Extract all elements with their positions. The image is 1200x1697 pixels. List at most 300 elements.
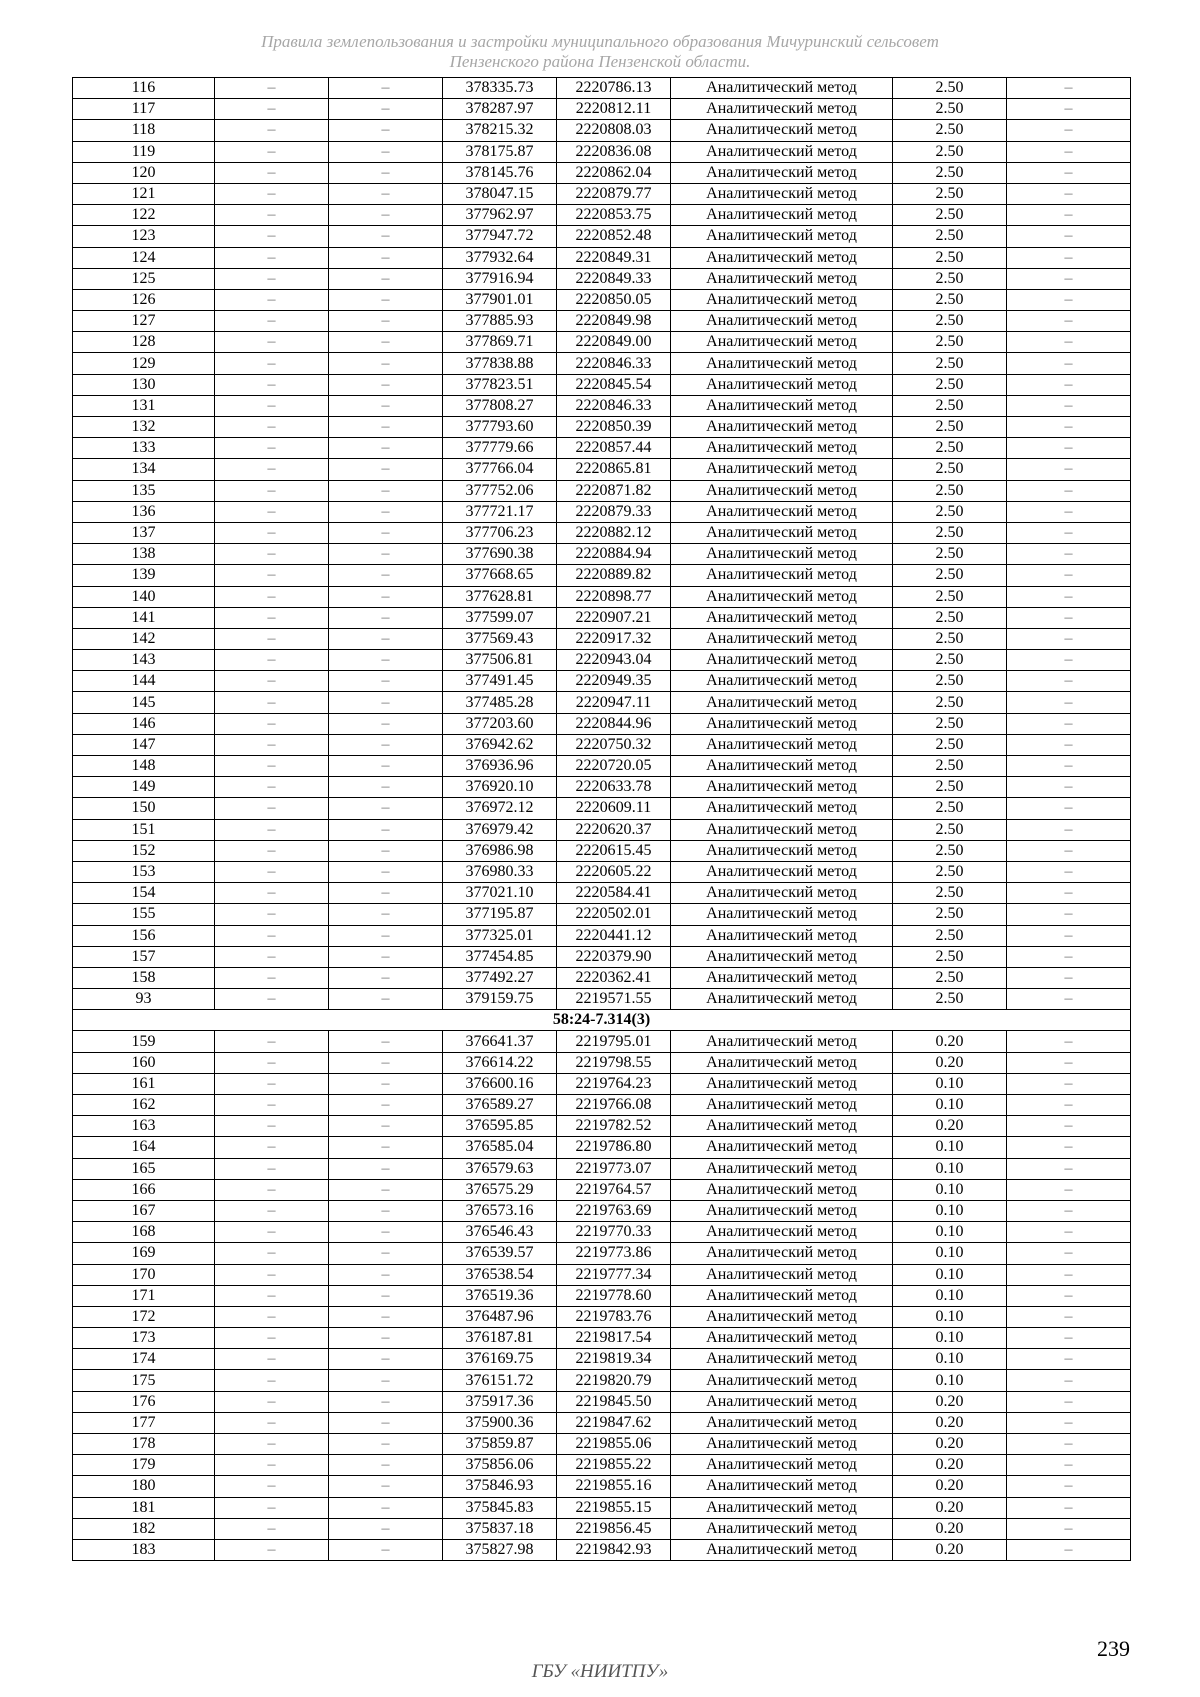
- table-row: [73, 734, 1131, 755]
- dash-cell: –: [1007, 1116, 1131, 1137]
- dash-cell: –: [329, 756, 443, 777]
- point-number-cell: 174: [73, 1349, 215, 1370]
- table-row: [73, 1031, 1131, 1052]
- accuracy-cell: 2.50: [893, 840, 1007, 861]
- point-number-cell: 130: [73, 374, 215, 395]
- dash-cell: –: [329, 120, 443, 141]
- dash-cell: –: [1007, 162, 1131, 183]
- table-row: [73, 586, 1131, 607]
- method-cell: Аналитический метод: [671, 205, 893, 226]
- accuracy-cell: 2.50: [893, 565, 1007, 586]
- accuracy-cell: 2.50: [893, 861, 1007, 882]
- coordinates-table-body: [73, 78, 1131, 1561]
- table-row: [73, 840, 1131, 861]
- point-number-cell: 180: [73, 1476, 215, 1497]
- coord-x-cell: 375900.36: [443, 1412, 557, 1433]
- coord-x-cell: 377569.43: [443, 628, 557, 649]
- coord-x-cell: 377823.51: [443, 374, 557, 395]
- method-cell: Аналитический метод: [671, 607, 893, 628]
- point-number-cell: 179: [73, 1455, 215, 1476]
- accuracy-cell: 2.50: [893, 99, 1007, 120]
- point-number-cell: 163: [73, 1116, 215, 1137]
- dash-cell: –: [215, 1052, 329, 1073]
- dash-cell: –: [215, 565, 329, 586]
- table-row: [73, 544, 1131, 565]
- dash-cell: –: [215, 883, 329, 904]
- coord-x-cell: 377325.01: [443, 925, 557, 946]
- point-number-cell: 173: [73, 1328, 215, 1349]
- coord-y-cell: 2220502.01: [557, 904, 671, 925]
- method-cell: Аналитический метод: [671, 120, 893, 141]
- method-cell: Аналитический метод: [671, 946, 893, 967]
- point-number-cell: 153: [73, 861, 215, 882]
- dash-cell: –: [1007, 1158, 1131, 1179]
- method-cell: Аналитический метод: [671, 395, 893, 416]
- coord-x-cell: 377808.27: [443, 395, 557, 416]
- method-cell: Аналитический метод: [671, 1349, 893, 1370]
- coord-x-cell: 376641.37: [443, 1031, 557, 1052]
- accuracy-cell: 2.50: [893, 904, 1007, 925]
- dash-cell: –: [215, 840, 329, 861]
- coord-y-cell: 2220907.21: [557, 607, 671, 628]
- table-row: [73, 819, 1131, 840]
- coord-y-cell: 2219778.60: [557, 1285, 671, 1306]
- coord-y-cell: 2220849.98: [557, 311, 671, 332]
- method-cell: Аналитический метод: [671, 1222, 893, 1243]
- point-number-cell: 129: [73, 353, 215, 374]
- dash-cell: –: [329, 565, 443, 586]
- dash-cell: –: [1007, 1073, 1131, 1094]
- coord-y-cell: 2220844.96: [557, 713, 671, 734]
- coord-y-cell: 2219817.54: [557, 1328, 671, 1349]
- dash-cell: –: [1007, 183, 1131, 204]
- coord-x-cell: 377721.17: [443, 501, 557, 522]
- coord-y-cell: 2220879.33: [557, 501, 671, 522]
- method-cell: Аналитический метод: [671, 374, 893, 395]
- dash-cell: –: [329, 1243, 443, 1264]
- dash-cell: –: [329, 501, 443, 522]
- accuracy-cell: 2.50: [893, 967, 1007, 988]
- coord-x-cell: 377838.88: [443, 353, 557, 374]
- accuracy-cell: 2.50: [893, 226, 1007, 247]
- table-row: [73, 311, 1131, 332]
- coord-x-cell: 376538.54: [443, 1264, 557, 1285]
- accuracy-cell: 2.50: [893, 183, 1007, 204]
- dash-cell: –: [215, 1285, 329, 1306]
- coord-y-cell: 2219763.69: [557, 1200, 671, 1221]
- dash-cell: –: [215, 1073, 329, 1094]
- table-row: [73, 692, 1131, 713]
- dash-cell: –: [1007, 586, 1131, 607]
- accuracy-cell: 2.50: [893, 798, 1007, 819]
- dash-cell: –: [215, 1264, 329, 1285]
- dash-cell: –: [329, 1052, 443, 1073]
- dash-cell: –: [215, 501, 329, 522]
- accuracy-cell: 0.10: [893, 1095, 1007, 1116]
- method-cell: Аналитический метод: [671, 819, 893, 840]
- dash-cell: –: [329, 628, 443, 649]
- method-cell: Аналитический метод: [671, 162, 893, 183]
- coord-x-cell: 376589.27: [443, 1095, 557, 1116]
- coord-x-cell: 376573.16: [443, 1200, 557, 1221]
- dash-cell: –: [329, 1031, 443, 1052]
- table-row: [73, 374, 1131, 395]
- dash-cell: –: [215, 798, 329, 819]
- dash-cell: –: [215, 268, 329, 289]
- dash-cell: –: [1007, 1391, 1131, 1412]
- accuracy-cell: 2.50: [893, 480, 1007, 501]
- accuracy-cell: 2.50: [893, 544, 1007, 565]
- method-cell: Аналитический метод: [671, 99, 893, 120]
- coord-x-cell: 378145.76: [443, 162, 557, 183]
- coord-x-cell: 376575.29: [443, 1179, 557, 1200]
- point-number-cell: 149: [73, 777, 215, 798]
- dash-cell: –: [1007, 417, 1131, 438]
- dash-cell: –: [215, 1518, 329, 1539]
- method-cell: Аналитический метод: [671, 1328, 893, 1349]
- dash-cell: –: [1007, 268, 1131, 289]
- dash-cell: –: [329, 586, 443, 607]
- accuracy-cell: 0.10: [893, 1158, 1007, 1179]
- coord-y-cell: 2220633.78: [557, 777, 671, 798]
- accuracy-cell: 2.50: [893, 353, 1007, 374]
- accuracy-cell: 2.50: [893, 332, 1007, 353]
- coord-y-cell: 2220850.05: [557, 289, 671, 310]
- table-row: [73, 883, 1131, 904]
- accuracy-cell: 0.10: [893, 1264, 1007, 1285]
- coord-y-cell: 2220865.81: [557, 459, 671, 480]
- coord-x-cell: 378215.32: [443, 120, 557, 141]
- coord-y-cell: 2219847.62: [557, 1412, 671, 1433]
- dash-cell: –: [1007, 1476, 1131, 1497]
- dash-cell: –: [215, 1412, 329, 1433]
- dash-cell: –: [1007, 1264, 1131, 1285]
- table-row: [73, 226, 1131, 247]
- method-cell: Аналитический метод: [671, 650, 893, 671]
- table-row: [73, 1476, 1131, 1497]
- accuracy-cell: 2.50: [893, 374, 1007, 395]
- table-row: [73, 1137, 1131, 1158]
- accuracy-cell: 2.50: [893, 268, 1007, 289]
- dash-cell: –: [329, 904, 443, 925]
- method-cell: Аналитический метод: [671, 1179, 893, 1200]
- method-cell: Аналитический метод: [671, 1391, 893, 1412]
- table-row: [73, 1116, 1131, 1137]
- table-row: [73, 1200, 1131, 1221]
- coord-y-cell: 2220849.33: [557, 268, 671, 289]
- dash-cell: –: [1007, 989, 1131, 1010]
- point-number-cell: 162: [73, 1095, 215, 1116]
- point-number-cell: 141: [73, 607, 215, 628]
- method-cell: Аналитический метод: [671, 247, 893, 268]
- dash-cell: –: [329, 650, 443, 671]
- coord-x-cell: 377668.65: [443, 565, 557, 586]
- coord-y-cell: 2219764.57: [557, 1179, 671, 1200]
- coord-x-cell: 377195.87: [443, 904, 557, 925]
- dash-cell: –: [1007, 311, 1131, 332]
- dash-cell: –: [215, 756, 329, 777]
- accuracy-cell: 2.50: [893, 628, 1007, 649]
- dash-cell: –: [329, 417, 443, 438]
- footer-organization: ГБУ «НИИТПУ»: [531, 1661, 669, 1682]
- dash-cell: –: [215, 692, 329, 713]
- dash-cell: –: [329, 78, 443, 99]
- method-cell: Аналитический метод: [671, 1052, 893, 1073]
- dash-cell: –: [329, 967, 443, 988]
- coord-x-cell: 376979.42: [443, 819, 557, 840]
- point-number-cell: 145: [73, 692, 215, 713]
- dash-cell: –: [1007, 205, 1131, 226]
- dash-cell: –: [329, 883, 443, 904]
- dash-cell: –: [329, 353, 443, 374]
- dash-cell: –: [329, 183, 443, 204]
- coord-x-cell: 375859.87: [443, 1434, 557, 1455]
- point-number-cell: 155: [73, 904, 215, 925]
- dash-cell: –: [1007, 226, 1131, 247]
- dash-cell: –: [329, 713, 443, 734]
- method-cell: Аналитический метод: [671, 1476, 893, 1497]
- coord-x-cell: 376187.81: [443, 1328, 557, 1349]
- method-cell: Аналитический метод: [671, 671, 893, 692]
- dash-cell: –: [1007, 565, 1131, 586]
- accuracy-cell: 0.10: [893, 1285, 1007, 1306]
- method-cell: Аналитический метод: [671, 1264, 893, 1285]
- dash-cell: –: [329, 544, 443, 565]
- dash-cell: –: [329, 840, 443, 861]
- coord-x-cell: 376519.36: [443, 1285, 557, 1306]
- dash-cell: –: [215, 1031, 329, 1052]
- dash-cell: –: [329, 1222, 443, 1243]
- accuracy-cell: 2.50: [893, 522, 1007, 543]
- coord-x-cell: 378287.97: [443, 99, 557, 120]
- dash-cell: –: [215, 183, 329, 204]
- accuracy-cell: 0.20: [893, 1539, 1007, 1560]
- coord-y-cell: 2219777.34: [557, 1264, 671, 1285]
- table-row: [73, 756, 1131, 777]
- accuracy-cell: 2.50: [893, 120, 1007, 141]
- dash-cell: –: [329, 268, 443, 289]
- point-number-cell: 148: [73, 756, 215, 777]
- dash-cell: –: [215, 1200, 329, 1221]
- coord-x-cell: 376539.57: [443, 1243, 557, 1264]
- dash-cell: –: [215, 226, 329, 247]
- method-cell: Аналитический метод: [671, 501, 893, 522]
- method-cell: Аналитический метод: [671, 183, 893, 204]
- point-number-cell: 121: [73, 183, 215, 204]
- point-number-cell: 118: [73, 120, 215, 141]
- table-row: [73, 183, 1131, 204]
- coord-y-cell: 2220850.39: [557, 417, 671, 438]
- method-cell: Аналитический метод: [671, 1073, 893, 1094]
- accuracy-cell: 0.10: [893, 1179, 1007, 1200]
- coord-y-cell: 2220849.31: [557, 247, 671, 268]
- dash-cell: –: [215, 1222, 329, 1243]
- section-title-cell: 58:24-7.314(3): [73, 1010, 1131, 1031]
- point-number-cell: 138: [73, 544, 215, 565]
- section-row: [73, 1010, 1131, 1031]
- point-number-cell: 135: [73, 480, 215, 501]
- coord-y-cell: 2220947.11: [557, 692, 671, 713]
- table-row: [73, 565, 1131, 586]
- dash-cell: –: [329, 1073, 443, 1094]
- table-row: [73, 967, 1131, 988]
- table-row: [73, 1328, 1131, 1349]
- dash-cell: –: [215, 1497, 329, 1518]
- coord-y-cell: 2220879.77: [557, 183, 671, 204]
- dash-cell: –: [215, 1391, 329, 1412]
- accuracy-cell: 2.50: [893, 311, 1007, 332]
- accuracy-cell: 2.50: [893, 141, 1007, 162]
- method-cell: Аналитический метод: [671, 861, 893, 882]
- coord-y-cell: 2220786.13: [557, 78, 671, 99]
- dash-cell: –: [329, 1476, 443, 1497]
- dash-cell: –: [329, 1412, 443, 1433]
- dash-cell: –: [329, 1497, 443, 1518]
- table-row: [73, 1179, 1131, 1200]
- accuracy-cell: 2.50: [893, 946, 1007, 967]
- point-number-cell: 126: [73, 289, 215, 310]
- accuracy-cell: 0.20: [893, 1031, 1007, 1052]
- dash-cell: –: [215, 162, 329, 183]
- method-cell: Аналитический метод: [671, 883, 893, 904]
- coord-x-cell: 376546.43: [443, 1222, 557, 1243]
- table-row: [73, 1370, 1131, 1391]
- dash-cell: –: [1007, 1031, 1131, 1052]
- method-cell: Аналитический метод: [671, 226, 893, 247]
- coord-y-cell: 2220849.00: [557, 332, 671, 353]
- coord-y-cell: 2220812.11: [557, 99, 671, 120]
- dash-cell: –: [215, 247, 329, 268]
- dash-cell: –: [329, 798, 443, 819]
- coord-y-cell: 2220609.11: [557, 798, 671, 819]
- table-row: [73, 777, 1131, 798]
- method-cell: Аналитический метод: [671, 565, 893, 586]
- coord-y-cell: 2220750.32: [557, 734, 671, 755]
- dash-cell: –: [329, 459, 443, 480]
- table-row: [73, 1518, 1131, 1539]
- table-row: [73, 628, 1131, 649]
- dash-cell: –: [329, 480, 443, 501]
- point-number-cell: 139: [73, 565, 215, 586]
- coord-y-cell: 2220884.94: [557, 544, 671, 565]
- coord-y-cell: 2219855.06: [557, 1434, 671, 1455]
- dash-cell: –: [329, 1328, 443, 1349]
- coord-x-cell: 377599.07: [443, 607, 557, 628]
- dash-cell: –: [215, 1179, 329, 1200]
- dash-cell: –: [215, 332, 329, 353]
- dash-cell: –: [329, 1306, 443, 1327]
- method-cell: Аналитический метод: [671, 1497, 893, 1518]
- coord-y-cell: 2219845.50: [557, 1391, 671, 1412]
- method-cell: Аналитический метод: [671, 840, 893, 861]
- coord-x-cell: 377690.38: [443, 544, 557, 565]
- coord-x-cell: 375837.18: [443, 1518, 557, 1539]
- point-number-cell: 142: [73, 628, 215, 649]
- coord-y-cell: 2219782.52: [557, 1116, 671, 1137]
- accuracy-cell: 2.50: [893, 417, 1007, 438]
- dash-cell: –: [1007, 1222, 1131, 1243]
- dash-cell: –: [215, 777, 329, 798]
- coord-y-cell: 2219773.86: [557, 1243, 671, 1264]
- accuracy-cell: 0.20: [893, 1497, 1007, 1518]
- accuracy-cell: 2.50: [893, 247, 1007, 268]
- point-number-cell: 127: [73, 311, 215, 332]
- dash-cell: –: [1007, 1095, 1131, 1116]
- coord-x-cell: 378175.87: [443, 141, 557, 162]
- dash-cell: –: [1007, 459, 1131, 480]
- dash-cell: –: [1007, 78, 1131, 99]
- dash-cell: –: [1007, 1306, 1131, 1327]
- dash-cell: –: [1007, 1328, 1131, 1349]
- table-row: [73, 395, 1131, 416]
- table-row: [73, 1306, 1131, 1327]
- dash-cell: –: [215, 861, 329, 882]
- table-row: [73, 798, 1131, 819]
- coord-y-cell: 2220362.41: [557, 967, 671, 988]
- dash-cell: –: [215, 544, 329, 565]
- coord-y-cell: 2220882.12: [557, 522, 671, 543]
- dash-cell: –: [1007, 777, 1131, 798]
- method-cell: Аналитический метод: [671, 417, 893, 438]
- dash-cell: –: [215, 650, 329, 671]
- dash-cell: –: [1007, 861, 1131, 882]
- table-row: [73, 1391, 1131, 1412]
- coord-x-cell: 377916.94: [443, 268, 557, 289]
- method-cell: Аналитический метод: [671, 734, 893, 755]
- coord-y-cell: 2220846.33: [557, 353, 671, 374]
- accuracy-cell: 2.50: [893, 501, 1007, 522]
- dash-cell: –: [329, 438, 443, 459]
- accuracy-cell: 0.20: [893, 1116, 1007, 1137]
- dash-cell: –: [329, 1349, 443, 1370]
- point-number-cell: 122: [73, 205, 215, 226]
- dash-cell: –: [1007, 713, 1131, 734]
- point-number-cell: 154: [73, 883, 215, 904]
- point-number-cell: 152: [73, 840, 215, 861]
- accuracy-cell: 0.20: [893, 1434, 1007, 1455]
- dash-cell: –: [1007, 1412, 1131, 1433]
- dash-cell: –: [1007, 332, 1131, 353]
- dash-cell: –: [1007, 522, 1131, 543]
- dash-cell: –: [1007, 353, 1131, 374]
- dash-cell: –: [329, 141, 443, 162]
- method-cell: Аналитический метод: [671, 1306, 893, 1327]
- dash-cell: –: [329, 777, 443, 798]
- table-row: [73, 162, 1131, 183]
- table-row: [73, 1497, 1131, 1518]
- dash-cell: –: [1007, 120, 1131, 141]
- dash-cell: –: [1007, 607, 1131, 628]
- table-row: [73, 1264, 1131, 1285]
- method-cell: Аналитический метод: [671, 1434, 893, 1455]
- dash-cell: –: [1007, 438, 1131, 459]
- table-row: [73, 861, 1131, 882]
- method-cell: Аналитический метод: [671, 1116, 893, 1137]
- dash-cell: –: [1007, 734, 1131, 755]
- method-cell: Аналитический метод: [671, 544, 893, 565]
- accuracy-cell: 2.50: [893, 883, 1007, 904]
- dash-cell: –: [1007, 756, 1131, 777]
- dash-cell: –: [1007, 501, 1131, 522]
- coord-x-cell: 377752.06: [443, 480, 557, 501]
- dash-cell: –: [329, 1434, 443, 1455]
- dash-cell: –: [329, 989, 443, 1010]
- table-row: [73, 671, 1131, 692]
- coord-x-cell: 376614.22: [443, 1052, 557, 1073]
- table-row: [73, 1349, 1131, 1370]
- dash-cell: –: [1007, 967, 1131, 988]
- coord-x-cell: 376942.62: [443, 734, 557, 755]
